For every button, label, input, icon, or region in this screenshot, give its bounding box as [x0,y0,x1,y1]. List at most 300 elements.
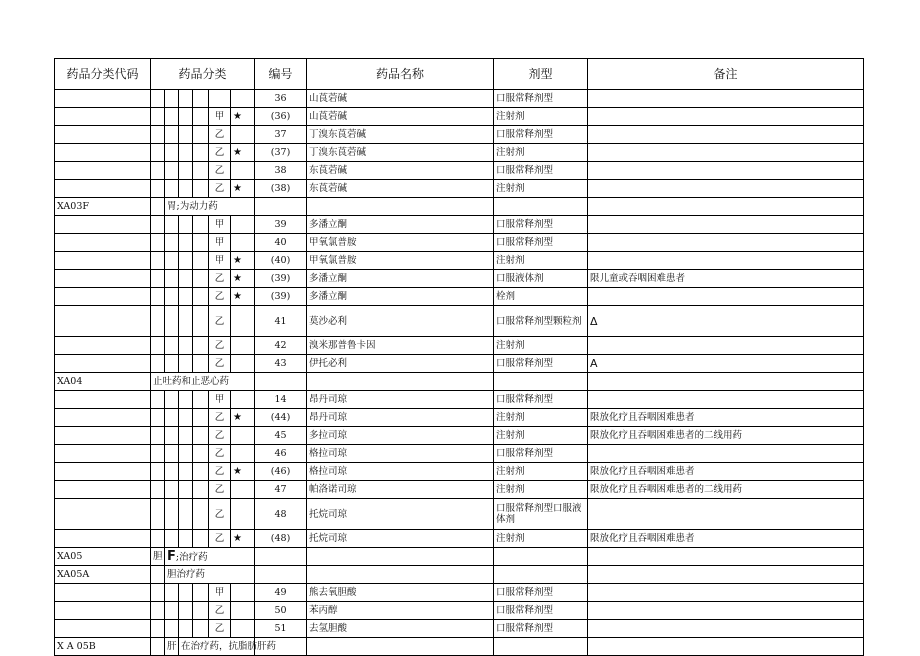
drug-number: (37) [255,144,307,162]
drug-number: 43 [255,355,307,373]
drug-number: (39) [255,288,307,306]
dosage-form: 口服常释剂型 [494,216,588,234]
remark: 限放化疗且吞咽困难患者 [588,409,864,427]
drug-number: (48) [255,530,307,548]
grade-cell: 乙 [209,463,231,481]
tree-cell-4 [193,234,209,252]
tree-cell-1 [151,463,165,481]
tree-cell-1 [151,144,165,162]
tree-cell-2 [165,355,179,373]
drug-number: (38) [255,180,307,198]
drug-name: 山莨菪碱 [307,90,494,108]
dosage-form: 注射剂 [494,337,588,355]
tree-cell-3 [179,530,193,548]
tree-cell-4 [193,306,209,337]
grade-cell: 乙 [209,270,231,288]
tree-cell-1 [151,108,165,126]
code-cell [55,530,151,548]
header-name: 药品名称 [307,59,494,90]
tree-cell-3 [179,144,193,162]
star-cell [231,445,255,463]
tree-cell-3 [179,252,193,270]
tree-cell-1 [151,252,165,270]
tree-cell-4 [193,409,209,427]
section-row [55,198,864,216]
code-cell [55,270,151,288]
code-cell [55,427,151,445]
code-cell [55,584,151,602]
tree-cell-4 [193,499,209,530]
table-row [55,584,864,602]
tree-cell-3 [179,108,193,126]
drug-name: 甲氧氯普胺 [307,234,494,252]
table-row [55,355,864,373]
drug-name: 多潘立酮 [307,216,494,234]
table-row [55,234,864,252]
tree-cell-3 [179,409,193,427]
tree-cell-4 [193,445,209,463]
remark: Δ [588,306,864,337]
tree-cell-4 [193,270,209,288]
header-code: 药品分类代码 [55,59,151,90]
tree-cell-3 [179,90,193,108]
remark: 限放化疗且吞咽困难患者的二线用药 [588,481,864,499]
tree-cell-3 [179,463,193,481]
tree-cell-3 [179,234,193,252]
dosage-form: 口服常释剂型 [494,126,588,144]
remark [588,620,864,638]
tree-cell-2 [165,391,179,409]
tree-cell-4 [193,584,209,602]
header-row [55,59,864,90]
dosage-form: 注射剂 [494,481,588,499]
tree-cell-1 [151,306,165,337]
dosage-form: 注射剂 [494,530,588,548]
tree-cell-3 [179,391,193,409]
tree-cell-4 [193,90,209,108]
tree-cell-4 [193,463,209,481]
star-cell: ★ [231,463,255,481]
category-label [165,198,255,216]
drug-number: 41 [255,306,307,337]
form-cell [494,198,588,216]
table-row [55,162,864,180]
code-cell [55,288,151,306]
grade-cell: 甲 [209,584,231,602]
category-label: 止吐药和止恶心药 [151,373,255,391]
code-cell [55,391,151,409]
tree-cell-2 [165,481,179,499]
star-cell [231,602,255,620]
table-row [55,180,864,198]
level1-cell [151,198,165,216]
tree-cell-2 [165,306,179,337]
table-row [55,337,864,355]
section-row [55,566,864,584]
grade-cell: 乙 [209,499,231,530]
code-cell [55,620,151,638]
tree-cell-1 [151,445,165,463]
grade-cell: 乙 [209,288,231,306]
table-row [55,252,864,270]
tree-cell-3 [179,481,193,499]
dosage-form: 口服常释剂型 [494,620,588,638]
tree-cell-1 [151,270,165,288]
code-cell [55,234,151,252]
tree-cell-3 [179,270,193,288]
remark [588,108,864,126]
tree-cell-1 [151,355,165,373]
table-row [55,216,864,234]
drug-name: 熊去氧胆酸 [307,584,494,602]
tree-cell-4 [193,355,209,373]
f-mark: F [167,548,176,564]
table-row [55,602,864,620]
remark [588,234,864,252]
remark: 限放化疗且吞咽困难患者 [588,463,864,481]
tree-cell-2 [165,445,179,463]
grade-cell: 乙 [209,602,231,620]
category-label-text: ;治疗药 [175,551,208,563]
drug-name: 托烷司琼 [307,530,494,548]
drug-number: (36) [255,108,307,126]
drug-number: (44) [255,409,307,427]
tree-cell-3 [179,126,193,144]
remark [588,216,864,234]
category-code: X A 05B [55,638,151,656]
table-row [55,499,864,530]
grade-cell: 乙 [209,530,231,548]
star-cell [231,499,255,530]
drug-number: 47 [255,481,307,499]
tree-cell-2 [165,288,179,306]
remark: 限放化疗且吞咽困难患者 [588,530,864,548]
name-cell [307,548,494,566]
table-row [55,530,864,548]
grade-cell: 乙 [209,306,231,337]
dosage-form: 注射剂 [494,427,588,445]
code-cell [55,180,151,198]
drug-number: 39 [255,216,307,234]
tree-cell-3 [179,584,193,602]
tree-cell-3 [179,602,193,620]
remark [588,499,864,530]
category-code: XA04 [55,373,151,391]
tree-cell-1 [151,409,165,427]
tree-cell-1 [151,427,165,445]
dosage-form: 口服液体剂 [494,270,588,288]
drug-number: 37 [255,126,307,144]
table-row [55,391,864,409]
dosage-form: 注射剂 [494,144,588,162]
code-cell [55,126,151,144]
star-cell: ★ [231,270,255,288]
star-cell [231,234,255,252]
drug-number: 40 [255,234,307,252]
star-cell [231,391,255,409]
table-row [55,463,864,481]
drug-name: 丁溴东莨菪碱 [307,144,494,162]
number-cell [255,566,307,584]
grade-cell: 乙 [209,355,231,373]
code-cell [55,306,151,337]
drug-number: 51 [255,620,307,638]
drug-number: 50 [255,602,307,620]
tree-cell-1 [151,481,165,499]
dosage-form: 口服常释剂型 [494,584,588,602]
grade-cell: 乙 [209,180,231,198]
tree-cell-4 [193,530,209,548]
star-cell [231,126,255,144]
tree-cell-4 [193,252,209,270]
tree-cell-2 [165,337,179,355]
tree-cell-2 [165,234,179,252]
drug-name: 多潘立酮 [307,288,494,306]
star-cell: ★ [231,252,255,270]
table-row [55,445,864,463]
star-cell: ★ [231,180,255,198]
star-cell [231,337,255,355]
drug-name: 格拉司琼 [307,463,494,481]
code-cell [55,355,151,373]
star-cell [231,584,255,602]
tree-cell-3 [179,180,193,198]
tree-cell-3 [179,620,193,638]
tree-cell-4 [193,337,209,355]
level2-cell: 肝 [165,638,179,656]
grade-cell: 甲 [209,391,231,409]
note-cell [588,373,864,391]
level1-cell [151,638,165,656]
grade-cell: 甲 [209,108,231,126]
drug-name: 伊托必利 [307,355,494,373]
dosage-form: 注射剂 [494,409,588,427]
tree-cell-3 [179,306,193,337]
dosage-form: 口服常释剂型颗粒剂 [494,306,588,337]
remark [588,445,864,463]
tree-cell-1 [151,337,165,355]
star-cell [231,90,255,108]
category-code: XA03F [55,198,151,216]
drug-name: 昂丹司琼 [307,409,494,427]
tree-cell-4 [193,427,209,445]
remark [588,180,864,198]
tree-cell-4 [193,126,209,144]
level1-cell: 胆 [151,548,165,566]
remark: A [588,355,864,373]
note-cell [588,198,864,216]
drug-name: 东莨菪碱 [307,162,494,180]
category-label-text: 胆治疗药 [167,569,206,580]
dosage-form: 口服常释剂型 [494,162,588,180]
tree-cell-2 [165,602,179,620]
tree-cell-1 [151,584,165,602]
tree-cell-1 [151,499,165,530]
drug-number: 45 [255,427,307,445]
dosage-form: 口服常释剂型 [494,355,588,373]
tree-cell-2 [165,126,179,144]
code-cell [55,499,151,530]
tree-cell-4 [193,180,209,198]
grade-cell: 乙 [209,162,231,180]
category-code: XA05 [55,548,151,566]
tree-cell-4 [193,391,209,409]
number-cell [255,548,307,566]
section-row [55,548,864,566]
tree-cell-1 [151,391,165,409]
tree-cell-3 [179,499,193,530]
code-cell [55,144,151,162]
dosage-form: 注射剂 [494,180,588,198]
dosage-form: 口服常释剂型 [494,234,588,252]
category-label-text: 胃;为动力药 [167,201,218,212]
code-cell [55,409,151,427]
grade-cell: 乙 [209,620,231,638]
tree-cell-2 [165,216,179,234]
drug-name: 多拉司琼 [307,427,494,445]
table-row [55,288,864,306]
tree-cell-4 [193,108,209,126]
drug-number: 38 [255,162,307,180]
star-cell: ★ [231,530,255,548]
drug-name: 溴米那普鲁卡因 [307,337,494,355]
dosage-form: 注射剂 [494,252,588,270]
form-cell [494,373,588,391]
drug-number: 46 [255,445,307,463]
section-row [55,638,864,656]
star-cell [231,306,255,337]
tree-cell-1 [151,620,165,638]
name-cell [307,566,494,584]
code-cell [55,216,151,234]
category-label-text: 在治疗药，抗脂肪肝药 [181,641,277,652]
header-number: 编号 [255,59,307,90]
tree-cell-1 [151,216,165,234]
remark [588,252,864,270]
tree-cell-2 [165,144,179,162]
form-cell [494,638,588,656]
grade-cell: 乙 [209,144,231,162]
code-cell [55,252,151,270]
remark [588,162,864,180]
drug-name: 莫沙必利 [307,306,494,337]
grade-cell: 甲 [209,234,231,252]
remark [588,602,864,620]
code-cell [55,463,151,481]
star-cell [231,162,255,180]
drug-number: 42 [255,337,307,355]
header-category: 药品分类 [151,59,255,90]
tree-cell-3 [179,162,193,180]
remark [588,337,864,355]
tree-cell-4 [193,288,209,306]
tree-cell-4 [193,216,209,234]
tree-cell-3 [179,288,193,306]
table-row [55,90,864,108]
tree-cell-3 [179,427,193,445]
tree-cell-2 [165,270,179,288]
drug-catalog-table [54,58,864,656]
grade-cell: 乙 [209,481,231,499]
table-row [55,108,864,126]
star-cell: ★ [231,288,255,306]
tree-cell-1 [151,602,165,620]
grade-cell: 乙 [209,409,231,427]
tree-cell-2 [165,530,179,548]
star-cell [231,481,255,499]
drug-name: 东莨菪碱 [307,180,494,198]
drug-name: 山莨菪碱 [307,108,494,126]
tree-cell-3 [179,216,193,234]
category-label [165,566,255,584]
dosage-form: 栓剂 [494,288,588,306]
code-cell [55,445,151,463]
tree-cell-2 [165,584,179,602]
level1-cell [151,566,165,584]
dosage-form: 注射剂 [494,108,588,126]
tree-cell-1 [151,90,165,108]
drug-name: 托烷司琼 [307,499,494,530]
tree-cell-4 [193,144,209,162]
tree-cell-1 [151,530,165,548]
drug-name: 昂丹司琼 [307,391,494,409]
tree-cell-2 [165,409,179,427]
drug-name: 格拉司琼 [307,445,494,463]
code-cell [55,90,151,108]
dosage-form: 口服常释剂型 [494,90,588,108]
drug-number: (39) [255,270,307,288]
remark [588,584,864,602]
code-cell [55,602,151,620]
tree-cell-2 [165,499,179,530]
name-cell [307,373,494,391]
remark [588,126,864,144]
table-row [55,306,864,337]
table-row [55,126,864,144]
drug-name: 多潘立酮 [307,270,494,288]
tree-cell-3 [179,445,193,463]
remark [588,391,864,409]
drug-number: (40) [255,252,307,270]
star-cell [231,216,255,234]
tree-cell-1 [151,126,165,144]
tree-cell-2 [165,463,179,481]
header-form: 剂型 [494,59,588,90]
drug-name: 去氢胆酸 [307,620,494,638]
tree-cell-2 [165,108,179,126]
dosage-form: 注射剂 [494,463,588,481]
table-row [55,427,864,445]
remark: 限放化疗且吞咽困难患者的二线用药 [588,427,864,445]
category-label [179,638,277,656]
table-row [55,409,864,427]
grade-cell: 甲 [209,216,231,234]
remark [588,288,864,306]
section-row [55,373,864,391]
grade-cell: 乙 [209,126,231,144]
drug-number: (46) [255,463,307,481]
table-row [55,144,864,162]
drug-name: 苯丙醇 [307,602,494,620]
name-cell [307,638,494,656]
category-label [165,548,255,566]
tree-cell-4 [193,162,209,180]
code-cell [55,337,151,355]
drug-name: 帕洛诺司琼 [307,481,494,499]
header-note: 备注 [588,59,864,90]
code-cell [55,108,151,126]
note-cell [588,548,864,566]
